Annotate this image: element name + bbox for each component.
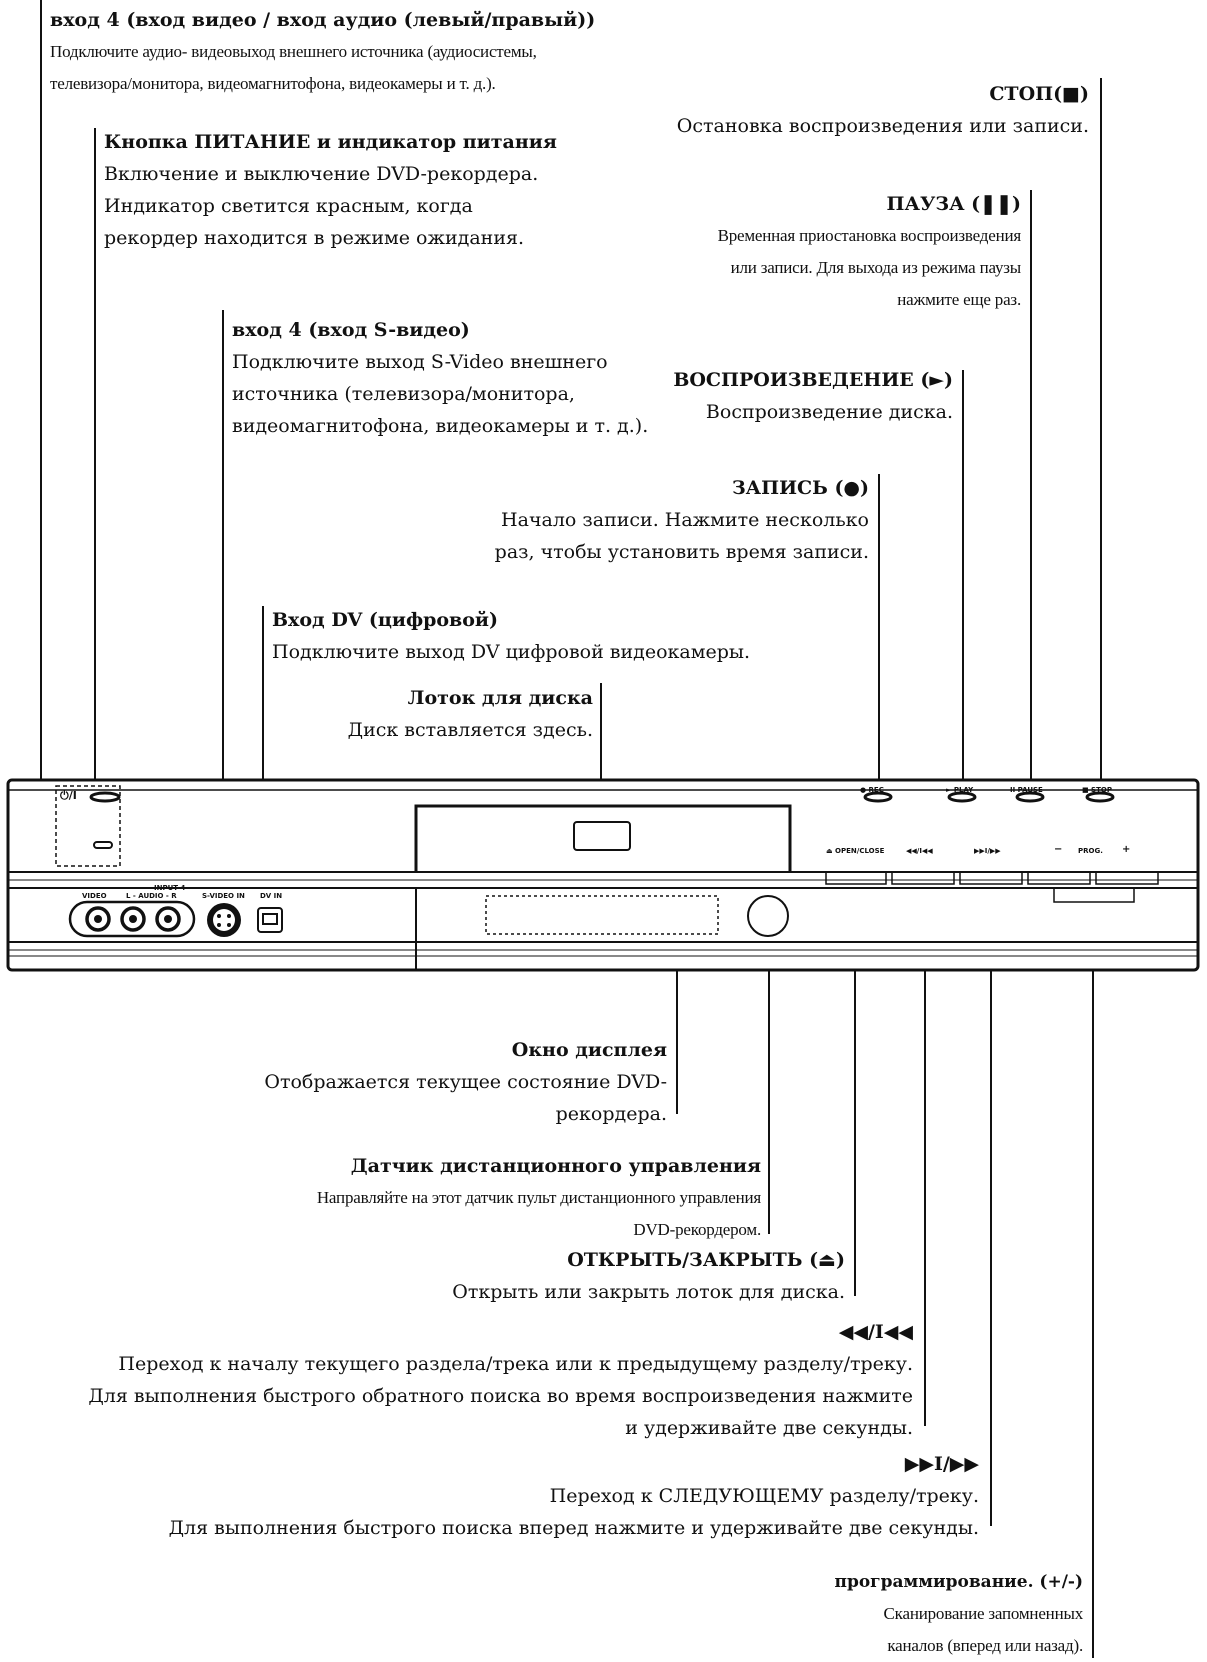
callout-line: Остановка воспроизведения или записи. (676, 115, 1089, 137)
callout-line: Включение и выключение DVD-рекордера. (104, 163, 539, 185)
input4-label: INPUT 4 (154, 884, 186, 892)
callout-line: Открыть или закрыть лоток для диска. (452, 1281, 845, 1303)
callout-line: источника (телевизора/монитора, (232, 383, 575, 405)
callout-title: программирование. (+/-) (834, 1572, 1083, 1592)
callout-line: и удерживайте две секунды. (625, 1417, 913, 1439)
leader-rec (878, 474, 880, 798)
pause-label: II PAUSE (1010, 786, 1043, 794)
callout-title: Кнопка ПИТАНИЕ и индикатор питания (104, 131, 557, 153)
callout-title: ▶▶I/▶▶ (904, 1453, 979, 1475)
callout-line: Подключите выход S-Video внешнего (232, 351, 608, 373)
callout-next (169, 1448, 979, 1544)
callout-line: видеомагнитофона, видеокамеры и т. д.). (232, 415, 649, 437)
callout-line: Воспроизведение диска. (705, 401, 953, 423)
dv-jack-icon (258, 908, 282, 932)
callout-tray (348, 682, 593, 746)
callout-power (104, 126, 557, 254)
callout-line: раз, чтобы установить время записи. (494, 541, 869, 563)
power-button[interactable] (91, 793, 119, 801)
callout-line: рекордер находится в режиме ожидания. (104, 227, 525, 249)
callout-title: ПАУЗА (❚❚) (886, 193, 1021, 215)
callout-title: ОТКРЫТЬ/ЗАКРЫТЬ (⏏) (567, 1249, 845, 1271)
callout-stop (677, 78, 1089, 142)
callout-line: рекордера. (555, 1103, 667, 1125)
callout-line: Переход к СЛЕДУЮЩЕМУ разделу/треку. (549, 1485, 979, 1507)
callout-line: Сканирование запомненных (883, 1604, 1083, 1623)
audio-label: L - AUDIO - R (126, 892, 177, 900)
callout-input4-av (50, 4, 595, 100)
audio-left-jack-icon (122, 908, 144, 930)
video-jack-icon (87, 908, 109, 930)
tray-window (574, 822, 630, 850)
play-button[interactable] (949, 793, 975, 801)
leader-stop (1100, 78, 1102, 798)
callout-rec (495, 472, 869, 568)
callout-title: вход 4 (вход видео / вход аудио (левый/правый)) (50, 9, 596, 31)
callout-line: Переход к началу текущего раздела/трека или к предыдущему разделу/треку. (118, 1353, 913, 1375)
prog-plus-label: + (1122, 844, 1131, 855)
callout-display (264, 1034, 667, 1130)
callout-title: Датчик дистанционного управления (350, 1155, 761, 1177)
prev-label: ◀◀/I◀◀ (906, 847, 933, 855)
leader-input4-av (40, 0, 42, 880)
callout-svideo (232, 314, 648, 442)
callout-line: Подключите выход DV цифровой видеокамеры. (272, 641, 751, 663)
callout-line: нажмите еще раз. (897, 290, 1021, 309)
callout-title: СТОП(■) (989, 83, 1089, 105)
callout-line: Диск вставляется здесь. (347, 719, 593, 741)
leader-play (962, 370, 964, 798)
callout-prev (88, 1316, 913, 1444)
remote-sensor-icon (748, 896, 788, 936)
pause-button[interactable] (1017, 793, 1043, 801)
callout-line: Подключите аудио- видеовыход внешнего источника (аудиосистемы, (50, 42, 537, 61)
callout-pause (718, 188, 1021, 316)
rec-label: ● REC (860, 786, 884, 794)
prog-minus-label: − (1054, 844, 1063, 855)
callout-title: ◀◀/I◀◀ (838, 1321, 913, 1343)
callout-line: Начало записи. Нажмите несколько (501, 509, 869, 531)
leader-prog (1092, 906, 1094, 1658)
dv-in-label: DV IN (260, 892, 283, 900)
leader-power (94, 128, 96, 780)
s-video-label: S-VIDEO IN (202, 892, 245, 900)
stop-button[interactable] (1087, 793, 1113, 801)
next-label: ▶▶I/▶▶ (974, 847, 1001, 855)
callout-title: вход 4 (вход S-видео) (232, 319, 470, 341)
prog-label: PROG. (1078, 847, 1103, 855)
callout-dv (272, 604, 750, 668)
callout-line: Отображается текущее состояние DVD- (264, 1071, 667, 1093)
audio-right-jack-icon (157, 908, 179, 930)
callout-line: Для выполнения быстрого поиска вперед нажмите и удерживайте две секунды. (168, 1517, 979, 1539)
rec-button[interactable] (865, 793, 891, 801)
callout-title: ЗАПИСЬ (●) (731, 477, 869, 499)
dvd-recorder-front-panel (0, 770, 1207, 990)
callout-title: ВОСПРОИЗВЕДЕНИЕ (►) (673, 369, 953, 391)
callout-line: Направляйте на этот датчик пульт дистанционного управления (316, 1188, 761, 1207)
callout-line: Временная приостановка воспроизведения (717, 226, 1021, 245)
play-label: ► PLAY (946, 786, 974, 794)
callout-remote (317, 1150, 761, 1246)
callout-line: Для выполнения быстрого обратного поиска во время воспроизведения нажмите (88, 1385, 913, 1407)
callout-play (673, 364, 953, 428)
video-label: VIDEO (82, 892, 107, 900)
power-indicator (94, 842, 112, 848)
callout-line: телевизора/монитора, видеомагнитофона, видеокамеры и т. д.). (50, 74, 496, 93)
callout-line: DVD-рекордером. (633, 1220, 761, 1239)
callout-line: Индикатор светится красным, когда (104, 195, 473, 217)
callout-title: Лоток для диска (407, 687, 593, 709)
power-symbol: ⏻/I (60, 789, 77, 802)
callout-line: или записи. Для выхода из режима паузы (730, 258, 1021, 277)
callout-line: каналов (вперед или назад). (887, 1636, 1083, 1655)
callout-title: Вход DV (цифровой) (272, 609, 499, 631)
leader-pause (1030, 190, 1032, 798)
callout-prog (835, 1566, 1083, 1662)
stop-label: ■ STOP (1082, 786, 1112, 794)
s-video-jack-icon (207, 903, 241, 937)
callout-openclose (452, 1244, 845, 1308)
openclose-label: ⏏ OPEN/CLOSE (826, 847, 885, 855)
callout-title: Окно дисплея (511, 1039, 667, 1061)
